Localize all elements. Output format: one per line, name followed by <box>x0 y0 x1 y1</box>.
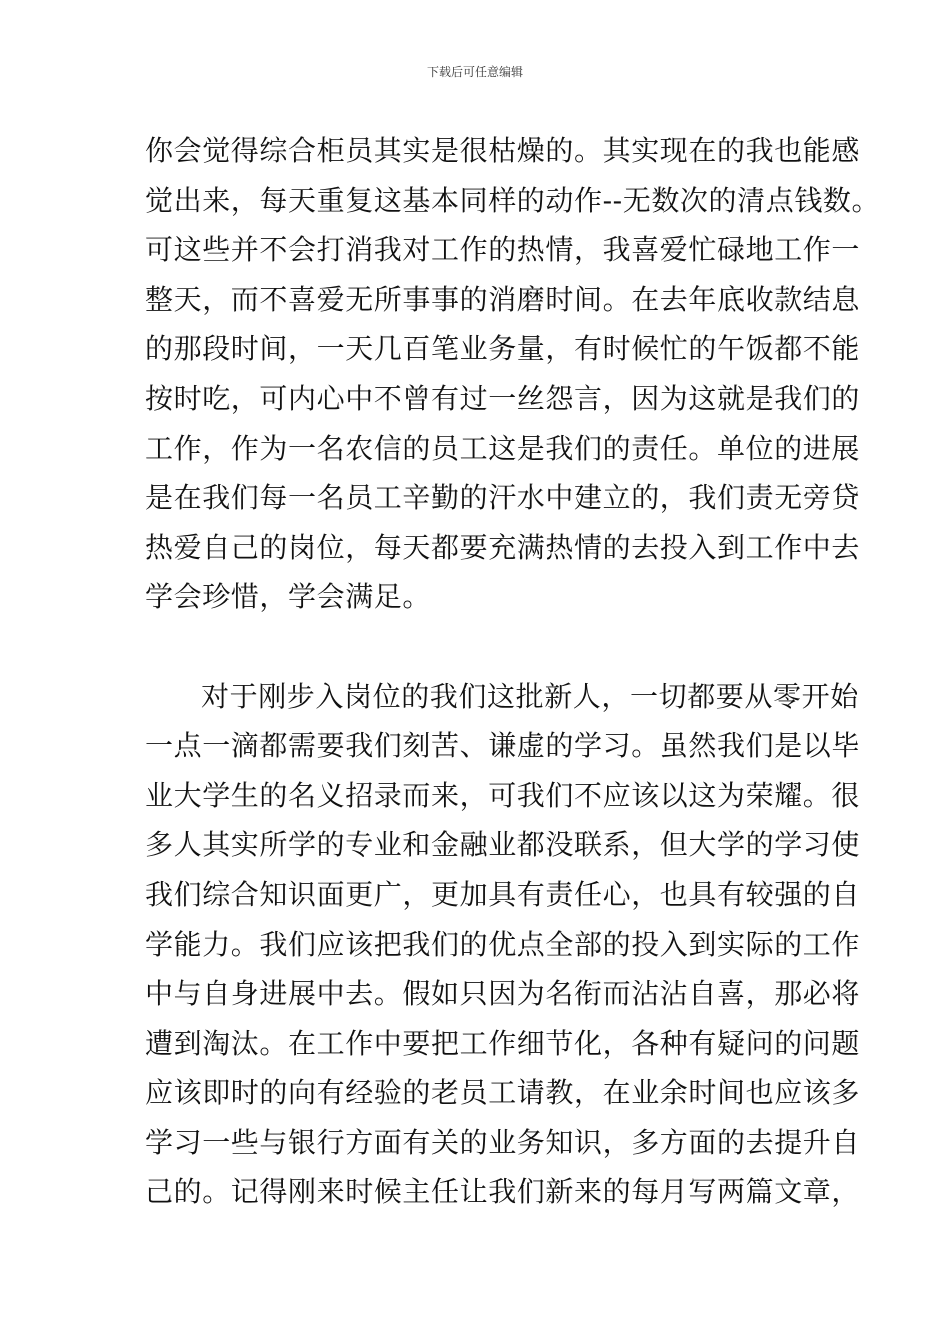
text-line: 遭到淘汰。在工作中要把工作细节化，各种有疑问的问题 <box>145 1026 861 1060</box>
paragraph-1 <box>145 126 881 622</box>
text-line: 热爱自己的岗位，每天都要充满热情的去投入到工作中去 <box>145 530 861 564</box>
text-line: 中与自身进展中去。假如只因为名衔而沾沾自喜，那必将 <box>145 977 861 1011</box>
paragraph-gap <box>145 622 825 672</box>
text-line: 己的。记得刚来时候主任让我们新来的每月写两篇文章， <box>145 1175 861 1209</box>
text-line: 按时吃，可内心中不曾有过一丝怨言，因为这就是我们的 <box>145 381 861 415</box>
page-header: 下载后可任意编辑 <box>426 65 523 79</box>
text-line: 学习一些与银行方面有关的业务知识，多方面的去提升自 <box>145 1125 861 1159</box>
text-line: 学能力。我们应该把我们的优点全部的投入到实际的工作 <box>145 927 861 961</box>
text-line: 整天，而不喜爱无所事事的消磨时间。在去年底收款结息 <box>145 282 861 316</box>
paragraph-2 <box>145 672 861 1218</box>
text-line: 业大学生的名义招录而来，可我们不应该以这为荣耀。很 <box>145 778 861 812</box>
text-line: 对于刚步入岗位的我们这批新人，一切都要从零开始 <box>201 679 859 713</box>
text-line: 觉出来，每天重复这基本同样的动作--无数次的清点钱数。 <box>145 183 881 217</box>
text-line: 可这些并不会打消我对工作的热情，我喜爱忙碌地工作一 <box>145 233 861 267</box>
text-line: 一点一滴都需要我们刻苦、谦虚的学习。虽然我们是以毕 <box>145 729 861 763</box>
text-line: 是在我们每一名员工辛勤的汗水中建立的，我们责无旁贷 <box>145 481 861 515</box>
document-body <box>145 126 881 1217</box>
text-line: 工作，作为一名农信的员工这是我们的责任。单位的进展 <box>145 431 861 465</box>
text-line: 应该即时的向有经验的老员工请教，在业余时间也应该多 <box>145 1076 861 1110</box>
text-line: 的那段时间，一天几百笔业务量，有时候忙的午饭都不能 <box>145 332 861 366</box>
text-line: 学会珍惜，学会满足。 <box>145 580 432 614</box>
text-line: 多人其实所学的专业和金融业都没联系，但大学的学习使 <box>145 828 861 862</box>
text-line: 你会觉得综合柜员其实是很枯燥的。其实现在的我也能感 <box>145 134 861 167</box>
text-line: 我们综合知识面更广，更加具有责任心，也具有较强的自 <box>145 877 861 911</box>
